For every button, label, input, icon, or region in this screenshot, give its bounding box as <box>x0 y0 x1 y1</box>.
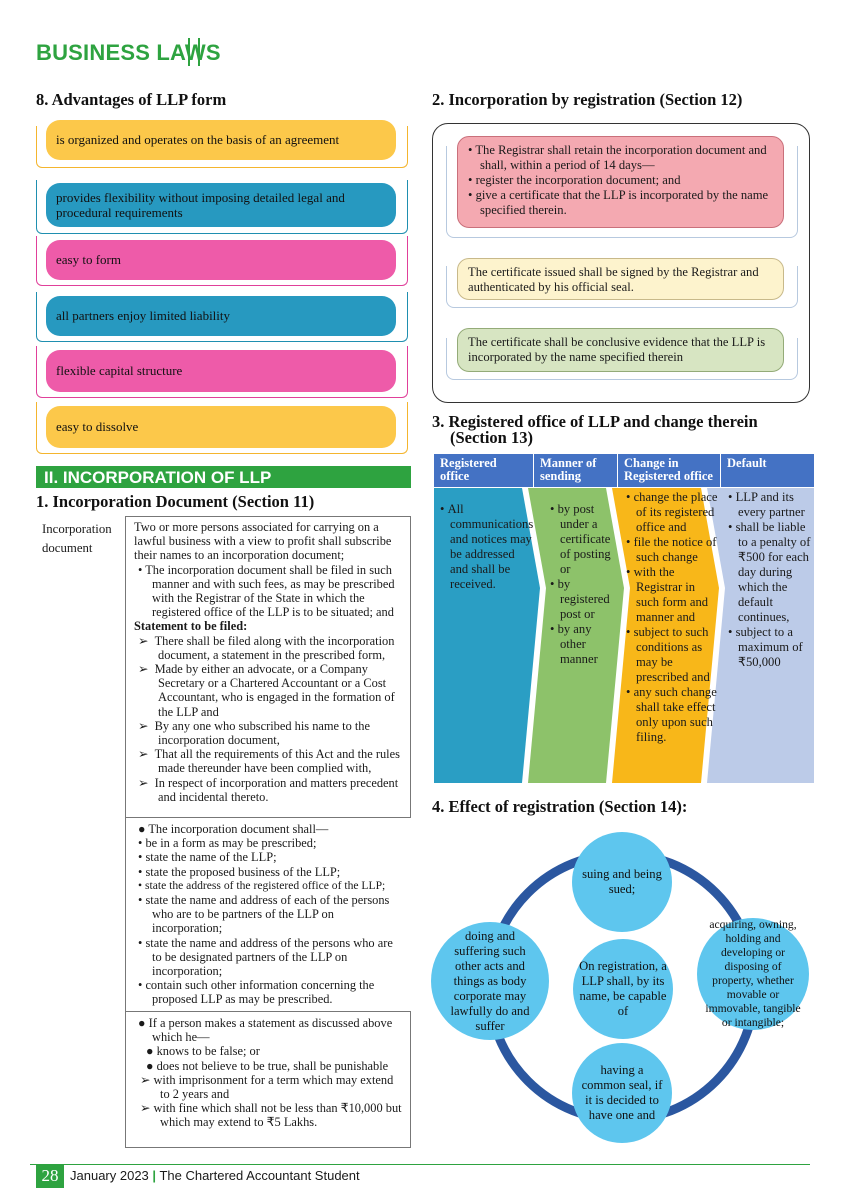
ro-col2-item: • by any other manner <box>550 622 598 666</box>
effect-title: 4. Effect of registration (Section 14): <box>432 797 688 816</box>
incorporation-cell-1 <box>126 516 411 818</box>
cell2-item: • state the name and address of the persons who are to be designated partners of the LLP on incorporation; <box>138 935 393 979</box>
cell3-lead: ● If a person makes a statement as discussed above which he— <box>138 1016 393 1045</box>
ro-col2-item: • by post under a certificate of posting or <box>550 502 611 576</box>
ro-col2 <box>550 488 620 783</box>
statement-item: ➢ That all the requirements of this Act and the rules made thereunder have been complied with, <box>138 747 400 776</box>
effect-top-circle: suing and being sued; <box>572 832 672 932</box>
advantage-item: provides flexibility without imposing detailed legal and procedural requirements <box>46 183 396 227</box>
advantage-item: flexible capital structure <box>46 350 396 392</box>
advantages-title: 8. Advantages of LLP form <box>36 90 227 109</box>
cell1-bullet: • The incorporation document shall be filed in such manner and with such fees, as may be prescribed with the Registrar of the State in which the registered office of the LLP is to be situated; and <box>138 562 395 620</box>
statement-item: ➢ In respect of incorporation and matters precedent and incidental thereto. <box>138 775 399 804</box>
cell3-condition: ● does not believe to be true, shall be punishable <box>146 1058 389 1073</box>
ro-col4-item: • shall be liable to a penalty of ₹500 for each day during which the default continues, <box>728 520 811 624</box>
registration-box-2: The certificate issued shall be signed by the Registrar and authenticated by his official seal. <box>457 258 784 300</box>
cell3-penalty: ➢ with fine which shall not be less than ₹10,000 but which may extend to ₹5 Lakhs. <box>140 1101 402 1130</box>
advantage-item: is organized and operates on the basis of an agreement <box>46 120 396 160</box>
ro-col3 <box>624 488 720 783</box>
incorporation-row-label: Incorporation document <box>42 522 112 555</box>
registration-box1-item: • register the incorporation document; and <box>468 173 681 187</box>
registration-box1-lead: • The Registrar shall retain the incorporation document and shall, within a period of 14 days— <box>468 143 767 172</box>
ro-col2-item: • by registered post or <box>550 577 610 621</box>
ro-col4-item: • subject to a maximum of ₹50,000 <box>728 625 803 669</box>
incorporation-banner: II. INCORPORATION OF LLP <box>36 466 411 488</box>
cell1-intro: Two or more persons associated for carrying on a lawful business with a view to profit shall subscribe their names to an incorporation document; <box>134 520 392 563</box>
registration-title: 2. Incorporation by registration (Section 12) <box>432 90 743 109</box>
cell2-item: • state the name and address of each of the persons who are to be partners of the LLP on incorporation; <box>138 893 390 936</box>
registered-office-title: 3. Registered office of LLP and change therein <box>432 412 758 431</box>
footer-rule <box>30 1164 810 1165</box>
cell2-item: • state the address of the registered office of the LLP; <box>138 878 386 892</box>
ro-col3-item: • with the Registrar in such form and manner and <box>626 565 709 624</box>
ro-col4-item: • LLP and its every partner <box>728 490 805 519</box>
effect-left-circle: doing and suffering such other acts and things as body corporate may lawfully do and suffer <box>431 922 549 1040</box>
footer-divider: | <box>152 1168 157 1183</box>
ro-col3-item: • change the place of its registered office and <box>626 490 718 534</box>
cell2-item: • contain such other information concerning the proposed LLP as may be prescribed. <box>138 978 375 1007</box>
advantage-item: all partners enjoy limited liability <box>46 296 396 336</box>
incorporation-title: 1. Incorporation Document (Section 11) <box>36 492 315 511</box>
brand-divider <box>188 38 200 66</box>
incorporation-cell-2 <box>126 818 411 1012</box>
registration-box-1 <box>457 136 784 228</box>
cell2-lead: ● The incorporation document shall— <box>138 822 329 836</box>
cell2-item: • state the name of the LLP; <box>138 850 277 865</box>
ro-header-manner: Manner of sending <box>534 454 618 487</box>
footer-text <box>70 1168 360 1183</box>
cell3-penalty: ➢ with imprisonment for a term which may extend to 2 years and <box>140 1072 394 1102</box>
footer-journal: The Chartered Accountant Student <box>159 1168 360 1183</box>
ro-col1-item: • All communications and notices may be addressed and shall be received. <box>440 502 534 591</box>
ro-header-default: Default <box>721 454 814 487</box>
registered-office-title-2: (Section 13) <box>450 428 533 447</box>
ro-col3-item: • subject to such conditions as may be prescribed and <box>626 625 710 684</box>
cell2-item: • be in a form as may be prescribed; <box>138 836 317 851</box>
cell1-bullet-text: The incorporation document shall be filed in such manner and with such fees, as may be prescribed with the Registrar of the State in which the registered office of the LLP is to be situated; and <box>145 562 395 620</box>
ro-col3-item: • any such change shall take effect only upon such filing. <box>626 685 717 744</box>
incorporation-label-column <box>36 516 126 1148</box>
advantage-item: easy to dissolve <box>46 406 396 448</box>
effect-center-circle: On registration, a LLP shall, by its name, be capable of <box>573 939 673 1039</box>
statement-item: ➢ Made by either an advocate, or a Company Secretary or a Chartered Accountant or a Cost Accountant, who is engaged in the formation of the LLP and <box>138 662 395 719</box>
registration-box1-item: • give a certificate that the LLP is incorporated by the name specified therein. <box>468 188 769 217</box>
statement-item: ➢ There shall be filed along with the incorporation document, a statement in the prescribed form, <box>138 633 395 662</box>
cell2-item: • state the proposed business of the LLP; <box>138 864 341 879</box>
ro-header-registered-office: Registered office <box>434 454 534 487</box>
effect-right-circle: acquiring, owning, holding and developing or disposing of property, whether movable or immovable, tangible or intangible; <box>697 918 809 1030</box>
section-brand: BUSINESS LAWS <box>36 40 221 65</box>
footer-issue: January 2023 <box>70 1168 149 1183</box>
statement-item: ➢ By any one who subscribed his name to the incorporation document, <box>138 718 370 748</box>
page-number: 28 <box>36 1164 64 1188</box>
ro-col3-item: • file the notice of such change <box>626 535 717 564</box>
ro-col4 <box>728 488 812 783</box>
effect-bottom-circle: having a common seal, if it is decided to have one and <box>572 1043 672 1143</box>
registration-box-3: The certificate shall be conclusive evidence that the LLP is incorporated by the name specified therein <box>457 328 784 372</box>
ro-col1 <box>438 488 534 783</box>
incorporation-cell-3 <box>126 1012 411 1148</box>
advantage-item: easy to form <box>46 240 396 280</box>
cell3-condition: ● knows to be false; or <box>146 1044 260 1059</box>
ro-header-change: Change in Registered office <box>618 454 721 487</box>
statement-heading: Statement to be filed: <box>134 619 248 634</box>
